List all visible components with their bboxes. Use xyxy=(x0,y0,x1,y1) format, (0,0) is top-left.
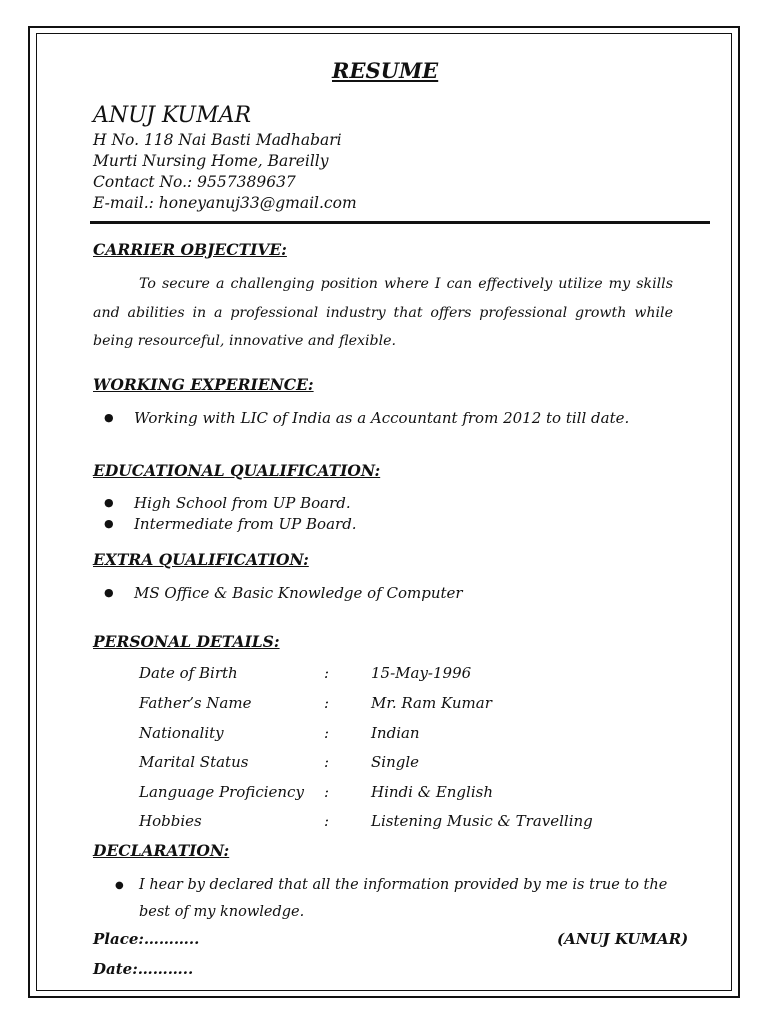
detail-separator: : xyxy=(324,783,330,801)
detail-label: Marital Status xyxy=(139,753,249,771)
detail-separator: : xyxy=(324,664,330,682)
contact-number: Contact No.: 9557389637 xyxy=(93,173,296,191)
address-line: H No. 118 Nai Basti Madhabari xyxy=(93,131,342,149)
list-item xyxy=(104,409,629,427)
declaration-item xyxy=(115,872,675,926)
detail-value: Listening Music & Travelling xyxy=(371,812,593,830)
bullet-icon: ● xyxy=(104,517,114,530)
list-item-text: MS Office & Basic Knowledge of Computer xyxy=(134,584,463,602)
objective-paragraph xyxy=(93,270,673,356)
detail-separator: : xyxy=(324,724,330,742)
place-field: Place:……….. xyxy=(93,930,200,948)
section-heading-declaration: DECLARATION: xyxy=(93,841,230,860)
section-heading-extra: EXTRA QUALIFICATION: xyxy=(93,550,309,569)
bullet-icon: ● xyxy=(104,586,114,599)
detail-value: Indian xyxy=(371,724,420,742)
bullet-icon: ● xyxy=(104,411,114,424)
list-item xyxy=(104,584,463,602)
detail-label: Language Proficiency xyxy=(139,783,304,801)
detail-separator: : xyxy=(324,753,330,771)
detail-separator: : xyxy=(324,812,330,830)
detail-label: Hobbies xyxy=(139,812,202,830)
section-heading-education: EDUCATIONAL QUALIFICATION: xyxy=(93,461,381,480)
list-item xyxy=(104,515,357,533)
email-address: E-mail.: honeyanuj33@gmail.com xyxy=(93,194,357,212)
detail-label: Date of Birth xyxy=(139,664,238,682)
declaration-text: I hear by declared that all the information provided by me is true to the best of my knowledge. xyxy=(139,877,668,920)
list-item xyxy=(104,494,351,512)
list-item-text: Intermediate from UP Board. xyxy=(134,515,357,533)
candidate-name: ANUJ KUMAR xyxy=(93,103,252,128)
objective-text: To secure a challenging position where I can effectively utilize my skills and abilities in a professional industry that offers professional growth while being resourceful, innovative and flexible. xyxy=(93,276,673,349)
section-heading-objective: CARRIER OBJECTIVE: xyxy=(93,240,287,259)
list-item-text: High School from UP Board. xyxy=(134,494,351,512)
detail-value: 15-May-1996 xyxy=(371,664,472,682)
detail-label: Father’s Name xyxy=(139,694,252,712)
detail-value: Hindi & English xyxy=(371,783,493,801)
detail-value: Mr. Ram Kumar xyxy=(371,694,492,712)
header-divider xyxy=(90,221,710,224)
date-field: Date:……….. xyxy=(93,960,194,978)
signature-name: (ANUJ KUMAR) xyxy=(557,930,689,948)
bullet-icon: ● xyxy=(115,880,124,891)
detail-value: Single xyxy=(371,753,420,771)
section-heading-personal: PERSONAL DETAILS: xyxy=(93,632,280,651)
detail-label: Nationality xyxy=(139,724,224,742)
bullet-icon: ● xyxy=(104,496,114,509)
address-line: Murti Nursing Home, Bareilly xyxy=(93,152,329,170)
section-heading-experience: WORKING EXPERIENCE: xyxy=(93,375,314,394)
list-item-text: Working with LIC of India as a Accountant from 2012 to till date. xyxy=(134,409,630,427)
document-title: RESUME xyxy=(332,58,439,83)
detail-separator: : xyxy=(324,694,330,712)
